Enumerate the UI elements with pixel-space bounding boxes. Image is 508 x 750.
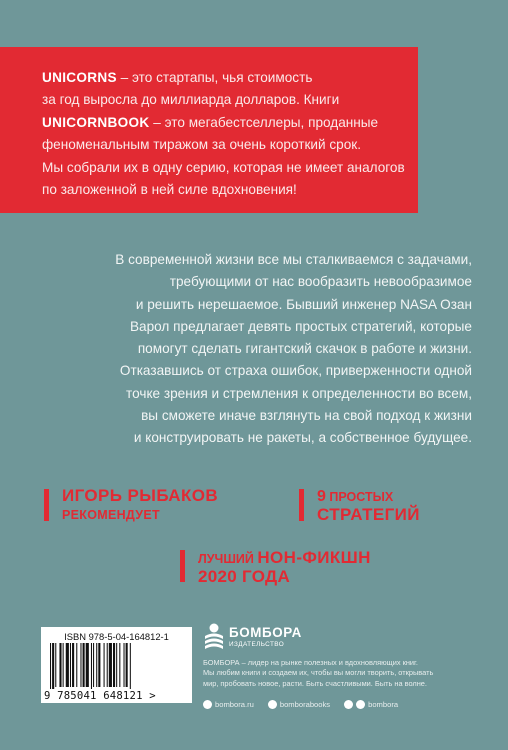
barcode-bar [107, 643, 108, 687]
barcode-bar [72, 643, 74, 687]
promo-line-text: Мы собрали их в одну серию, которая не имеет аналогов [42, 159, 405, 175]
strategies-label: СТРАТЕГИЙ [317, 505, 420, 524]
book-description [40, 249, 472, 450]
promo-line-text: за год выросла до миллиарда долларов. Книги [42, 92, 340, 108]
description-line: Отказавшись от страха ошибок, приверженности одной [119, 363, 472, 379]
promo-line [42, 157, 412, 179]
social-vk-telegram[interactable] [344, 700, 398, 709]
barcode-bar [93, 643, 94, 687]
description-line: точке зрения и стремления к определенности во всем, [126, 385, 472, 401]
brand-unicornbook: UNICORNBOOK [42, 114, 150, 130]
barcode-bar [50, 643, 51, 689]
barcode-bar [109, 643, 112, 687]
barcode-bar [66, 643, 69, 687]
strategies-word: ПРОСТЫХ [325, 490, 394, 504]
publisher-about-line: мир, пробовать новое, расти. Быть счастливыми. Быть на волне. [203, 678, 427, 688]
description-line: и конструировать не ракеты, а собственное будущее. [133, 430, 472, 446]
barcode-bar [80, 643, 81, 687]
instagram-icon [268, 700, 277, 709]
barcode-bar [119, 643, 120, 687]
barcode-bar [91, 643, 92, 689]
barcode-bar [70, 643, 71, 687]
barcode-bar [113, 643, 115, 687]
description-line: вы сможете иначе взглянуть на свой подход к жизни [141, 408, 472, 424]
globe-icon [203, 700, 212, 709]
barcode-bar [104, 643, 105, 687]
promo-line-text: – это мегабестселлеры, проданные [149, 114, 379, 130]
barcode-bars [50, 643, 184, 689]
promo-line [42, 134, 412, 156]
social-label: bombora.ru [215, 699, 254, 709]
endorser-action: РЕКОМЕНДУЕТ [62, 508, 160, 522]
promo-text [42, 67, 412, 201]
barcode-bar [130, 643, 131, 689]
publisher-subtitle: ИЗДАТЕЛЬСТВО [229, 641, 285, 648]
social-label: bomborabooks [279, 699, 331, 709]
barcode-bar [83, 643, 85, 687]
barcode-bar [86, 643, 89, 687]
publisher-socials [203, 698, 412, 710]
barcode-bar [96, 643, 97, 687]
description-line: Варол предлагает девять простых стратегий, которые [129, 318, 472, 334]
promo-line-text: по заложенной в ней силе вдохновения! [42, 182, 297, 198]
description-line: помогут сделать гигантский скачок в работе и жизни. [137, 341, 472, 357]
barcode-bar [55, 643, 56, 687]
social-label: bombora [368, 699, 399, 709]
social-website[interactable] [203, 700, 254, 709]
promo-line [42, 112, 412, 134]
promo-line [42, 89, 412, 111]
description-line: и решить нерешаемое. Бывший инженер NASA Озан [135, 296, 472, 312]
isbn-number: ISBN 978-5-04-164812-1 [64, 631, 169, 642]
promo-line-text: феноменальным тиражом за очень короткий срок. [42, 137, 362, 153]
publisher-about-line: БОМБОРА – лидер на рынке полезных и вдохновляющих книг. [203, 658, 418, 667]
bombora-logo-icon [202, 622, 226, 652]
promo-line [42, 67, 412, 89]
barcode-bar [76, 643, 77, 687]
publisher-about-line: Мы любим книги и создаем их, чтобы вы могли творить, открывать [203, 668, 434, 678]
publisher-about [203, 658, 483, 689]
vk-icon [344, 700, 353, 709]
barcode-panel [41, 627, 192, 703]
description-line: В современной жизни все мы сталкиваемся с задачами, [115, 252, 472, 267]
barcode-bar [63, 643, 64, 687]
badge-accent-bar [180, 550, 185, 582]
strategies-count [317, 488, 393, 506]
badge-accent-bar [299, 489, 304, 521]
telegram-icon [356, 700, 365, 709]
best-nonfiction-title [198, 548, 371, 568]
promo-line [42, 179, 412, 201]
barcode-digits: 9 785041 648121 > [44, 690, 156, 702]
barcode-bar [126, 643, 128, 687]
badge-accent-bar [44, 489, 49, 521]
best-year: 2020 ГОДА [198, 567, 291, 586]
brand-unicorns: UNICORNS [42, 70, 117, 85]
barcode-bar [124, 643, 125, 687]
barcode-bar [116, 643, 117, 687]
social-instagram[interactable] [268, 700, 330, 709]
description-line: требующими от нас вообразить невообразимое [169, 274, 472, 290]
promo-line-text: – это стартапы, чья стоимость [116, 70, 313, 85]
best-genre: НОН-ФИКШН [257, 548, 371, 567]
barcode-bar [98, 643, 100, 687]
barcode-bar [59, 643, 61, 687]
strategies-number: 9 [317, 488, 326, 505]
endorser-name: ИГОРЬ РЫБАКОВ [62, 486, 219, 505]
barcode-bar [52, 643, 54, 689]
publisher-name: БОМБОРА [229, 625, 302, 640]
best-prefix: ЛУЧШИЙ [198, 552, 258, 566]
